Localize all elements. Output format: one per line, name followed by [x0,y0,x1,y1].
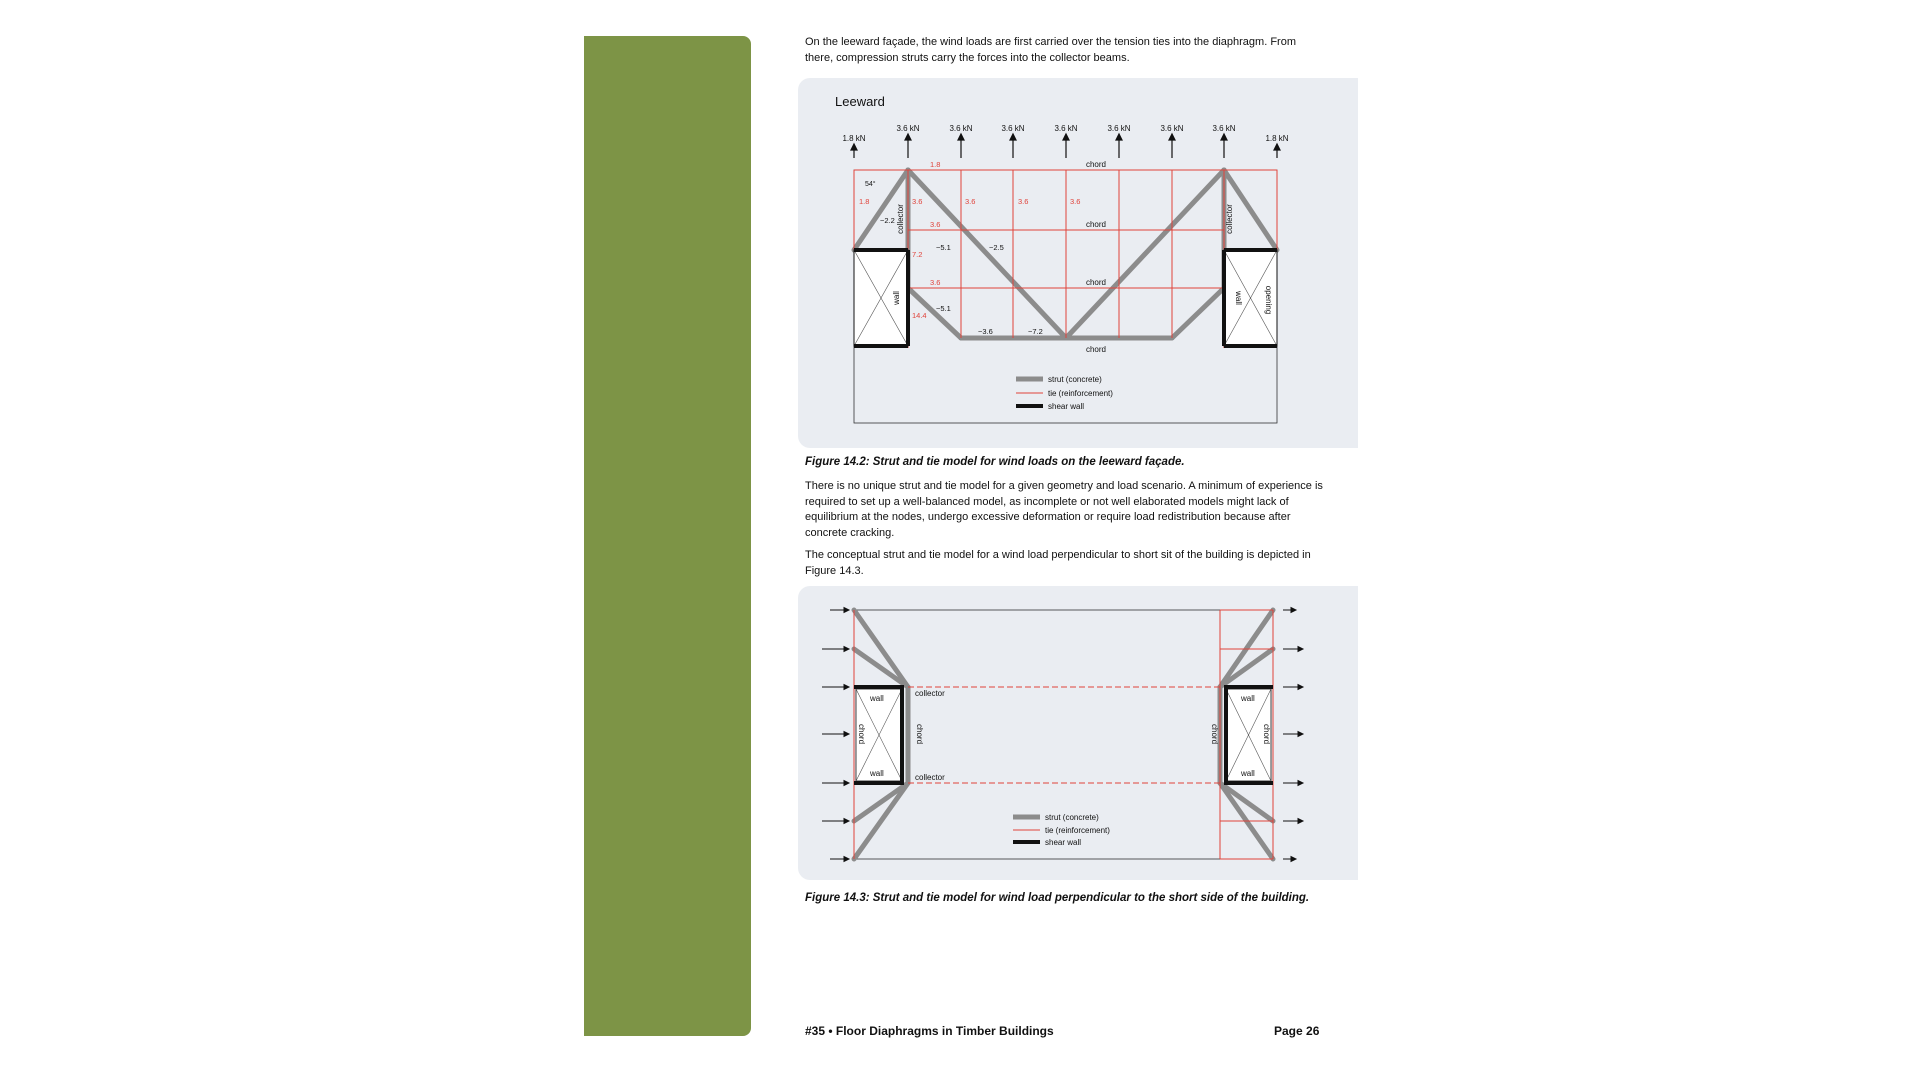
legend-tie: tie (reinforcement) [1048,389,1113,398]
strut-value: −7.2 [1028,327,1043,336]
legend-strut: strut (concrete) [1048,375,1102,384]
wall-label: wall [1241,694,1255,703]
collector-label: collector [1225,204,1234,234]
figure-14-2 [798,78,1358,448]
wind-arrows-right [1283,608,1303,862]
tie-value: 3.6 [930,220,941,229]
page-number: Page 26 [1274,1024,1320,1038]
tie-value: 14.4 [912,311,927,320]
tie-value: 3.6 [930,278,941,287]
tie-value: 3.6 [965,197,976,206]
strut-value: −2.5 [989,243,1004,252]
wall-label: wall [870,769,884,778]
chord-label: chord [1085,345,1107,354]
wall-label: wall [870,694,884,703]
paragraph-2: There is no unique strut and tie model for a given geometry and load scenario. A minimum of experience is required to set up a well-balanced model, as incomplete or not well elaborated models might lack of equilibrium at the nodes, undergo excessive deformation or require load redistribution because after concrete cracking. [805,480,1323,539]
collector-label: collector [915,773,945,782]
chord-label: chord [1262,723,1271,745]
footer-title: #35 • Floor Diaphragms in Timber Buildings [805,1024,1054,1038]
figure-14-2-caption: Figure 14.2: Strut and tie model for wind loads on the leeward façade. [805,456,1185,468]
load-label: 3.6 kN [1212,124,1236,133]
paragraph-3: The conceptual strut and tie model for a wind load perpendicular to short sit of the building is depicted in Figure 14.3. [805,549,1311,577]
intro-paragraph: On the leeward façade, the wind loads are first carried over the tension ties into the diaphragm. From there, compression struts carry the forces into the collector beams. [805,36,1296,64]
figure-14-2-diagram [798,78,1358,448]
chord-label: chord [1210,723,1219,745]
angle-label: 54° [865,181,876,188]
load-label: 3.6 kN [1001,124,1025,133]
strut-value: −5.1 [936,243,951,252]
strut-value: −3.6 [978,327,993,336]
load-label: 3.6 kN [1107,124,1131,133]
figure-14-3-diagram [798,586,1358,880]
chord-label: chord [1085,160,1107,169]
tie-value: 3.6 [912,197,923,206]
legend [1013,813,1110,847]
tie-value: 7.2 [912,250,923,259]
tie-value: 3.6 [1070,197,1081,206]
collector-label: collector [915,689,945,698]
load-arrows [851,134,1280,158]
legend-tie: tie (reinforcement) [1045,826,1110,835]
legend-shear-wall: shear wall [1048,402,1085,411]
legend-shear-wall: shear wall [1045,838,1082,847]
opening-label: opening [1264,285,1273,315]
collector-label: collector [896,204,905,234]
load-label: 3.6 kN [949,124,973,133]
load-label: 1.8 kN [1265,134,1289,143]
load-label: 1.8 kN [842,134,866,143]
legend [1016,375,1113,411]
chord-label: chord [915,723,924,745]
wall-label: wall [892,291,901,305]
chord-label: chord [1085,220,1107,229]
figure-14-3-caption: Figure 14.3: Strut and tie model for wind load perpendicular to the short side of the building. [805,892,1310,904]
tie-value: 3.6 [1018,197,1029,206]
chord-label: chord [857,723,866,745]
strut-value: −5.1 [936,304,951,313]
chord-label: chord [1085,278,1107,287]
sidebar-accent-bar [584,36,751,1036]
legend-strut: strut (concrete) [1045,813,1099,822]
wall-label: wall [1241,769,1255,778]
strut-value: −2.2 [880,216,895,225]
load-label: 3.6 kN [896,124,920,133]
figure-14-3 [798,586,1358,880]
tie-value: 1.8 [859,197,870,206]
wall-label: wall [1234,291,1243,305]
load-label: 3.6 kN [1160,124,1184,133]
wind-arrows-left [822,608,849,862]
figure-title: Leeward [835,94,885,109]
tie-value: 1.8 [930,160,941,169]
load-label: 3.6 kN [1054,124,1078,133]
